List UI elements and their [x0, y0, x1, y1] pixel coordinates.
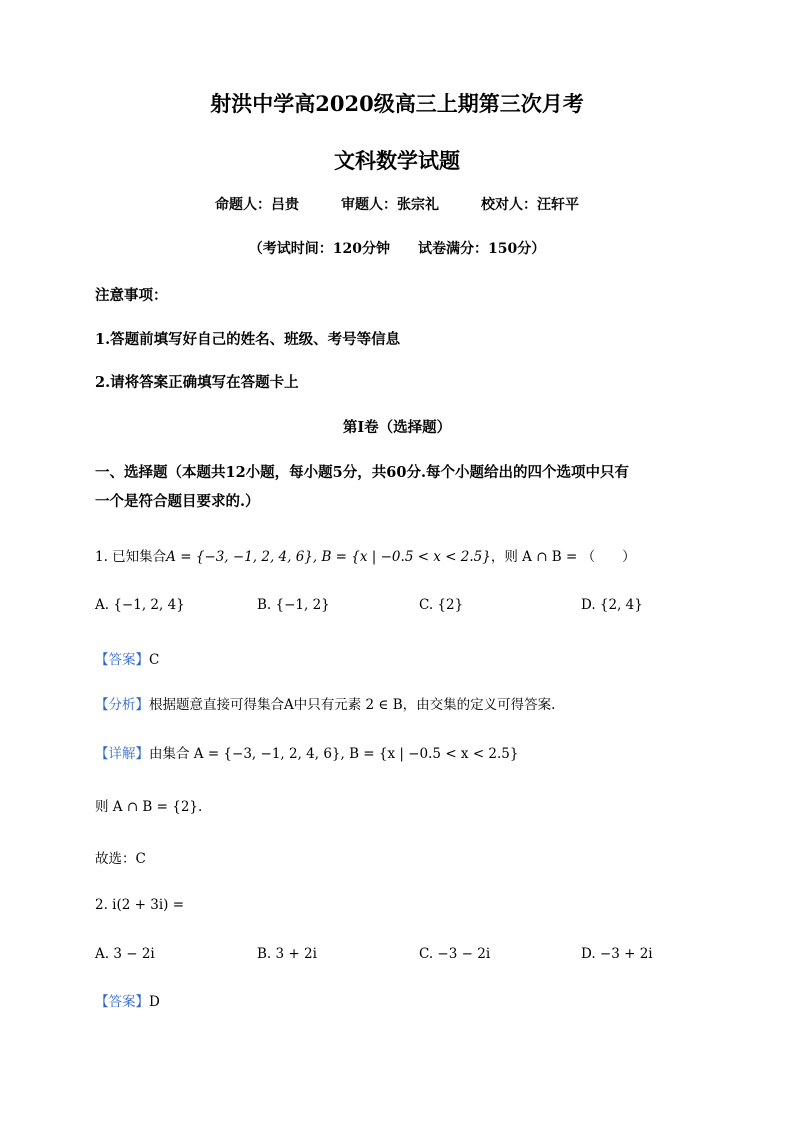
section-instructions-1: 一、选择题（本题共12小题，每小题5分，共60分.每个小题给出的四个选项中只有: [95, 464, 629, 481]
section-part: 第I卷（选择题）: [342, 419, 452, 436]
detail-tag: 【详解】: [95, 746, 149, 762]
question-1-option-a: A. {−1, 2, 4}: [95, 597, 185, 613]
question-1-suffix: ，则 A ∩ B = （ ）: [490, 549, 636, 565]
question-1-detail-2: 则 A ∩ B = {2}.: [95, 799, 203, 815]
question-1-sets: A = {−3, −1, 2, 4, 6}, B = {x | −0.5 < x < 2.5}: [166, 549, 491, 565]
answer-value: C: [149, 652, 160, 668]
question-1-stem: [95, 545, 636, 565]
question-1-option-d: D. {2, 4}: [581, 597, 643, 613]
question-1-analysis: [95, 693, 555, 713]
exam-info: （考试时间：120分钟 试卷满分：150分）: [248, 241, 546, 257]
question-1-option-c: C. {2}: [419, 597, 464, 613]
answer-value: D: [149, 994, 160, 1010]
detail-text: 由集合 A = {−3, −1, 2, 4, 6}, B = {x | −0.5 < x < 2.5}: [149, 746, 519, 762]
question-2-option-b: B. 3 + 2i: [257, 946, 317, 962]
note-item-1: 1.答题前填写好自己的姓名、班级、考号等信息: [95, 331, 401, 348]
notes-heading: 注意事项：: [95, 287, 168, 304]
question-1-prefix: 1. 已知集合: [95, 549, 167, 565]
question-1-answer: [95, 648, 159, 668]
question-1-conclusion: 故选：C: [95, 851, 146, 867]
question-2-stem: 2. i(2 + 3i) =: [95, 897, 185, 913]
answer-tag: 【答案】: [95, 652, 149, 668]
question-2-answer: [95, 990, 160, 1010]
analysis-tag: 【分析】: [95, 697, 149, 713]
analysis-text: 根据题意直接可得集合A中只有元素 2 ∈ B，由交集的定义可得答案.: [149, 697, 556, 713]
question-1-detail: [95, 742, 518, 762]
exam-title: 射洪中学高2020级高三上期第三次月考: [210, 91, 584, 116]
section-instructions-2: 一个是符合题目要求的.）: [95, 493, 260, 510]
question-2-option-c: C. −3 − 2i: [419, 946, 491, 962]
question-2-option-d: D. −3 + 2i: [581, 946, 653, 962]
exam-authors: 命题人：吕贵 审题人：张宗礼 校对人：汪轩平: [215, 197, 579, 213]
exam-subtitle: 文科数学试题: [334, 148, 460, 173]
question-2-option-a: A. 3 − 2i: [95, 946, 155, 962]
question-1-option-b: B. {−1, 2}: [257, 597, 330, 613]
answer-tag: 【答案】: [95, 994, 149, 1010]
note-item-2: 2.请将答案正确填写在答题卡上: [95, 374, 299, 391]
